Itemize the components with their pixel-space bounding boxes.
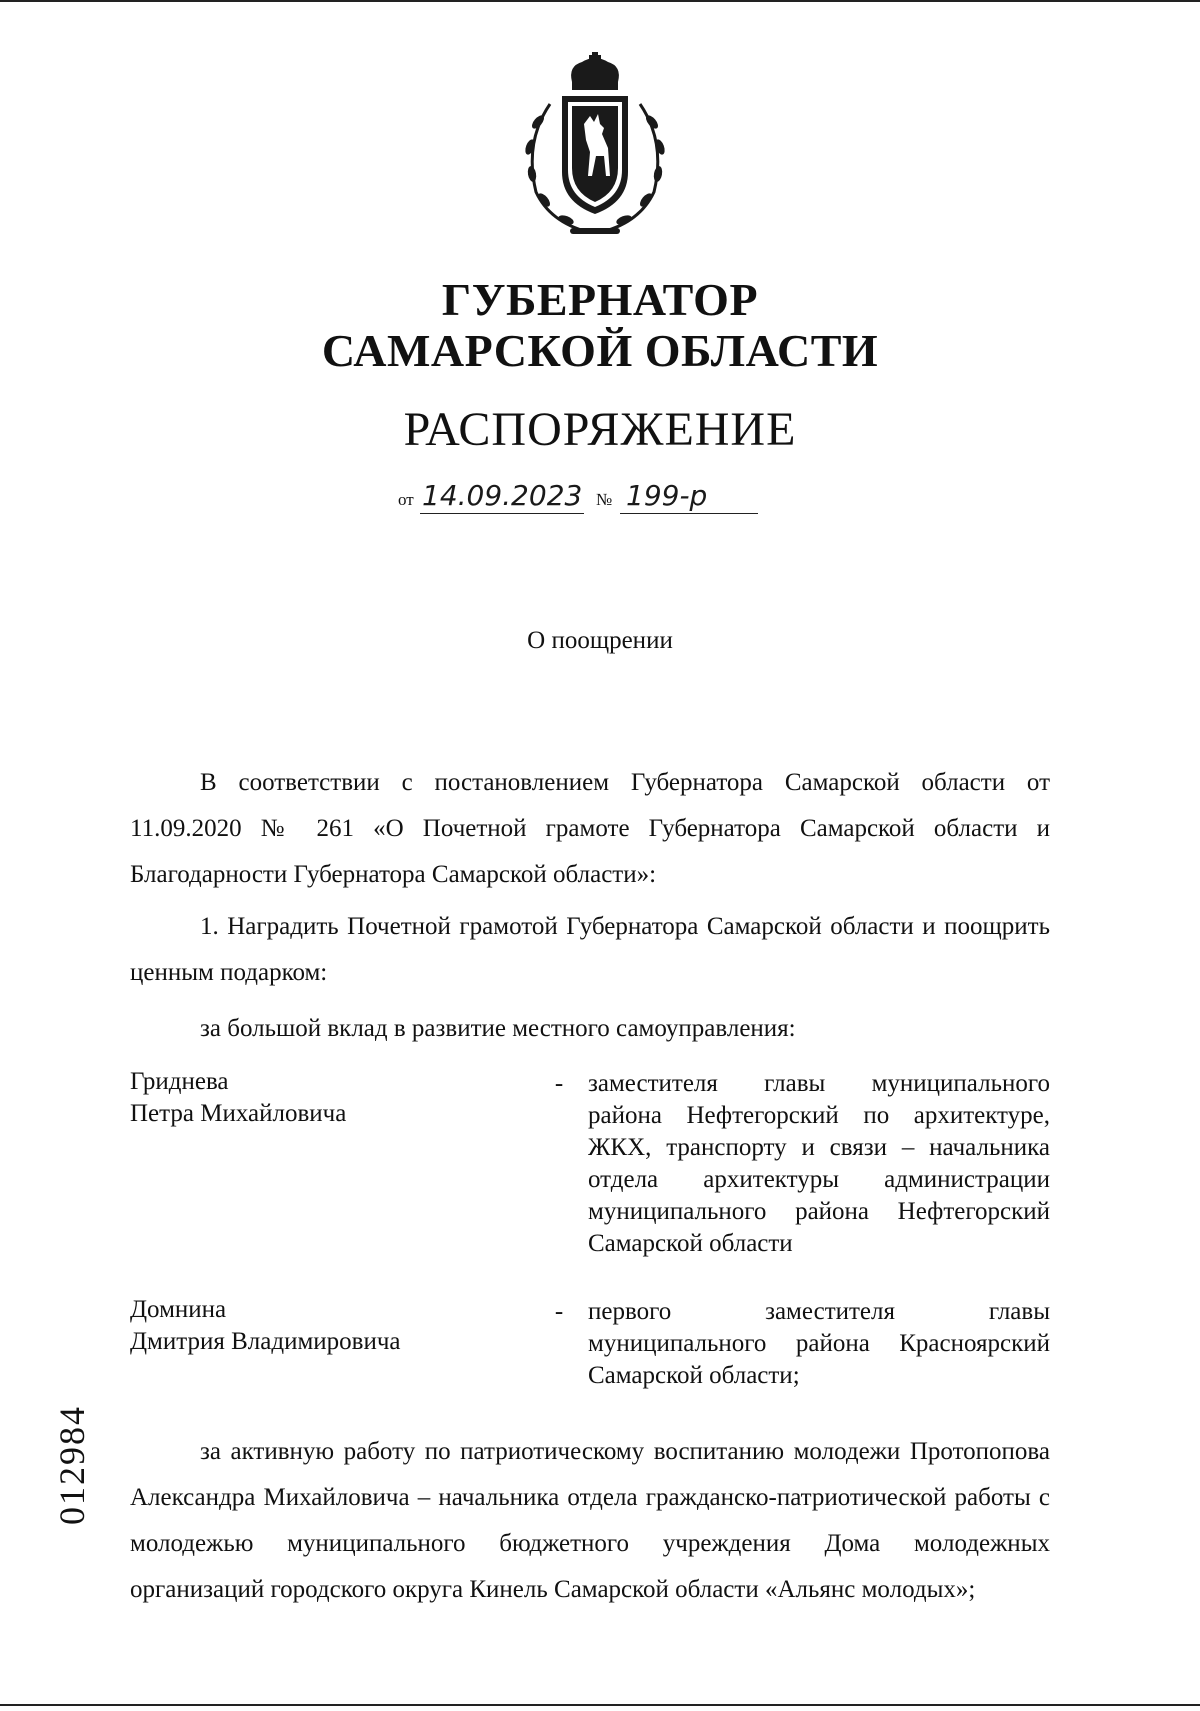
issuer-title-line2: САМАРСКОЙ ОБЛАСТИ bbox=[321, 325, 879, 376]
issuer-title-line1: ГУБЕРНАТОР bbox=[441, 274, 759, 325]
document-type: РАСПОРЯЖЕНИЕ bbox=[403, 403, 797, 456]
reason-local-government: за большой вклад в развитие местного самоуправления: bbox=[200, 1015, 796, 1042]
date-underline bbox=[420, 513, 584, 514]
basis-text: В соответствии с постановлением Губернатора Самарской области от 11.09.2020 № 261 «О Почетной грамоте Губернатора Самарской области и Благодарности Губернатора Самарской области»: bbox=[130, 769, 1050, 888]
date-prefix: от bbox=[398, 490, 414, 509]
margin-serial-number: 012984 bbox=[52, 1405, 92, 1525]
person-given-name: Дмитрия Владимировича bbox=[130, 1328, 401, 1355]
award-paragraph bbox=[130, 904, 1050, 996]
bottom-border-line bbox=[0, 1704, 1200, 1706]
person-surname: Гриднева bbox=[130, 1068, 229, 1095]
samara-region-coat-of-arms-icon bbox=[510, 52, 680, 242]
person-role: заместителя главы муниципального района Нефтегорский по архитектуре, ЖКХ, транспорту и связи – начальника отдела архитектуры администрации муниципального района Нефтегорский Самарской области bbox=[588, 1070, 1050, 1257]
number-prefix: № bbox=[596, 490, 613, 509]
document-subject: О поощрении bbox=[527, 627, 673, 654]
person-dash: - bbox=[554, 1298, 564, 1325]
top-border-line bbox=[0, 0, 1200, 2]
person-name bbox=[130, 1066, 510, 1130]
person-dash: - bbox=[554, 1070, 564, 1097]
handwritten-date: 14.09.2023 bbox=[422, 479, 583, 512]
reason-patriotic-text: за активную работу по патриотическому воспитанию молодежи Протопопова Александра Михайловича – начальника отдела гражданско-патриотической работы с молодежью муниципального бюджетного учреждения Дома молодежных организаций городского округа Кинель Самарской области «Альянс молодых»; bbox=[130, 1438, 1050, 1603]
number-underline bbox=[620, 513, 758, 514]
person-role: первого заместителя главы муниципального района Красноярский Самарской области; bbox=[588, 1298, 1050, 1389]
handwritten-number: 199-р bbox=[626, 479, 708, 512]
basis-paragraph bbox=[130, 760, 1050, 898]
person-surname: Домнина bbox=[130, 1296, 227, 1323]
reason-patriotic-education bbox=[130, 1429, 1050, 1613]
person-given-name: Петра Михайловича bbox=[130, 1100, 347, 1127]
award-text: 1. Наградить Почетной грамотой Губернатора Самарской области и поощрить ценным подарком: bbox=[130, 913, 1050, 986]
date-number-line bbox=[398, 476, 818, 516]
person-name bbox=[130, 1294, 510, 1358]
